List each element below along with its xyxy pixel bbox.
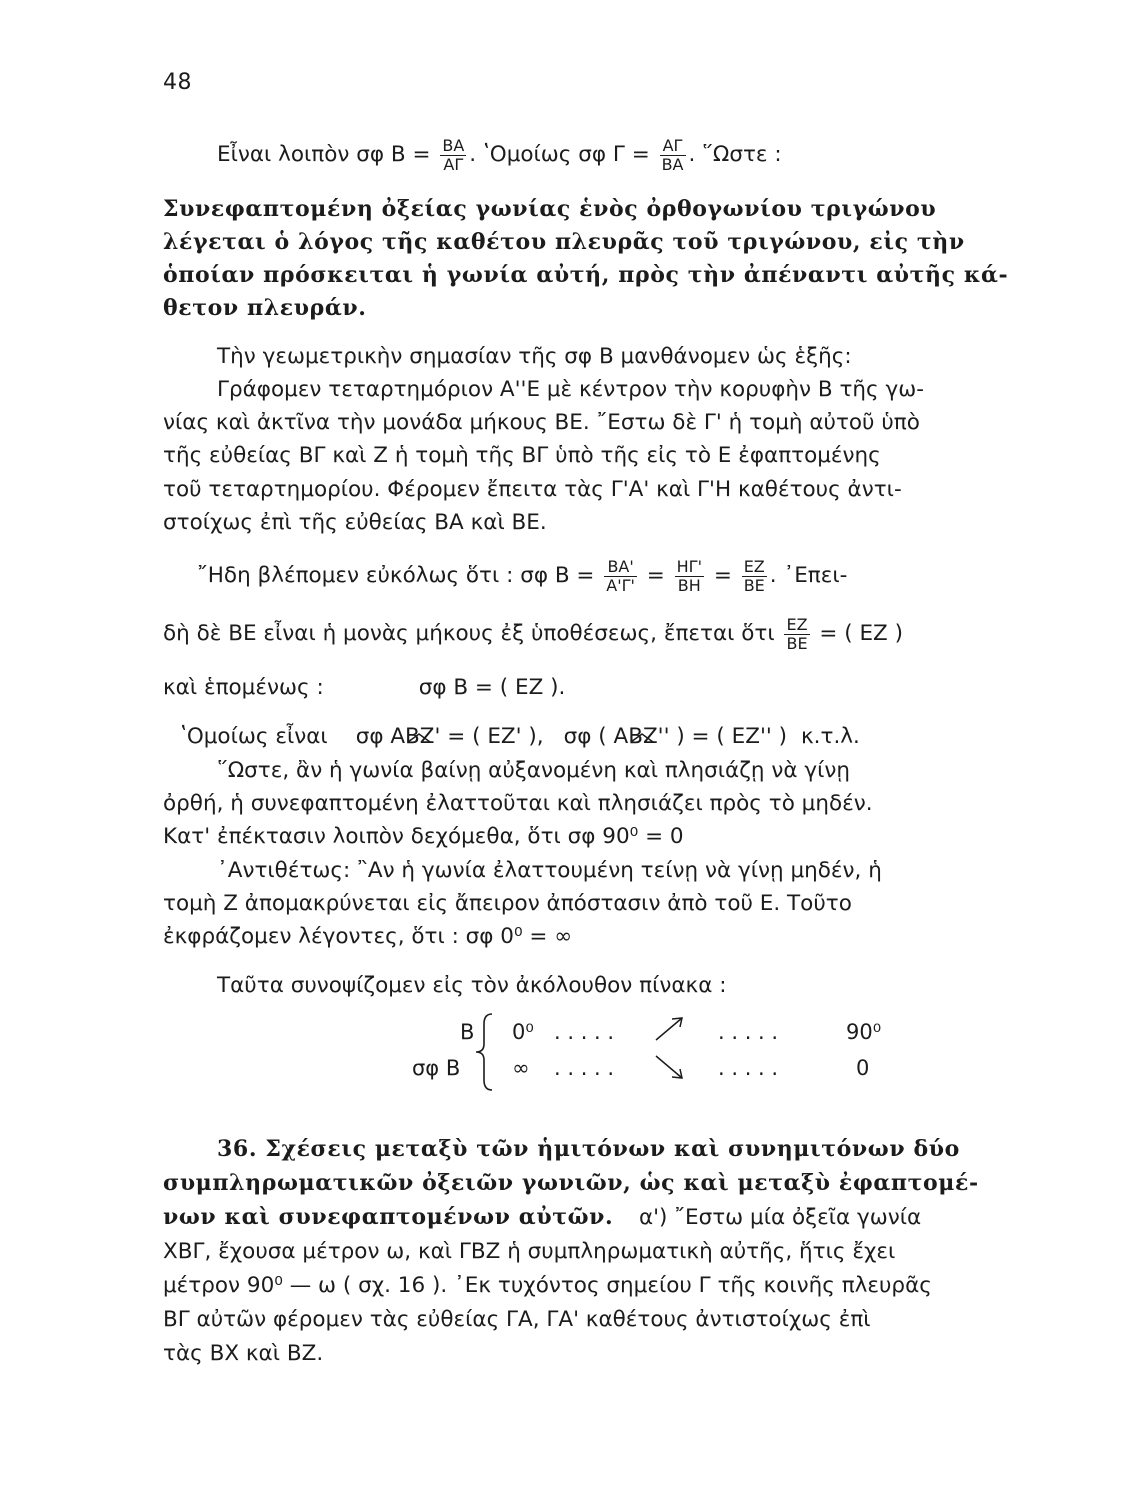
paragraph-line: ΧΒΓ, ἔχουσα μέτρον ω, καὶ ΓΒΖ ἡ συμπληρωματικὴ αὐτῆς, ἥτις ἔχει xyxy=(163,1239,896,1264)
paragraph-line: τομὴ Ζ ἀπομακρύνεται εἰς ἄπειρον ἀπόστασιν ἀπὸ τοῦ Ε. Τοῦτο xyxy=(163,891,852,916)
denominator: ΒΗ xyxy=(675,576,704,595)
equals-sign: = xyxy=(713,563,732,588)
fraction-hg-bh xyxy=(675,558,704,595)
table-value: 0⁰ xyxy=(512,1020,534,1044)
section-title-line: συμπληρωματικῶν ὀξειῶν γωνιῶν, ὡς καὶ μεταξὺ ἐφαπτομέ- xyxy=(163,1170,979,1196)
section-title-line xyxy=(163,1202,1013,1233)
section-number: 36. xyxy=(217,1136,258,1162)
denominator: Α'Γ' xyxy=(606,575,635,595)
denominator: ΒΕ xyxy=(786,633,808,653)
text-segment: δὴ δὲ ΒΕ εἶναι ἡ μονὰς μήκους ἐξ ὑποθέσεως, ἔπεται ὅτι xyxy=(163,621,775,646)
text-segment: κ.τ.λ. xyxy=(801,724,860,749)
fraction-ba-ag xyxy=(604,558,637,595)
fraction-ez-be xyxy=(742,558,767,595)
consequently-line xyxy=(163,673,1013,703)
table-dots: . . . . . xyxy=(718,1020,779,1044)
numerator: ΕΖ xyxy=(786,614,808,634)
denominator: ΑΓ xyxy=(440,155,466,174)
paragraph-line: νίας καὶ ἀκτῖνα τὴν μονάδα μήκους ΒΕ. ῎Εστω δὲ Γ' ἡ τομὴ αὐτοῦ ὑπὸ xyxy=(163,410,920,435)
section-title: νων καὶ συνεφαπτομένων αὐτῶν. xyxy=(163,1204,614,1230)
paragraph-line: ΒΓ αὐτῶν φέρομεν τὰς εὐθείας ΓΑ, ΓΑ' καθέτους ἀντιστοίχως ἐπὶ xyxy=(163,1307,871,1332)
paragraph-line: Κατ' ἐπέκτασιν λοιπὸν δεχόμεθα, ὅτι σφ 90⁰ = 0 xyxy=(163,824,684,849)
paragraph-line: Τὴν γεωμετρικὴν σημασίαν τῆς σφ Β μανθάνομεν ὡς ἑξῆς: xyxy=(217,344,852,369)
text-segment: ΒΖ'' ) = ( ΕΖ'' ) xyxy=(628,724,787,749)
table-dots: . . . . . xyxy=(718,1056,779,1080)
page-number: 48 xyxy=(163,70,192,95)
paragraph-line: ὀρθή, ἡ συνεφαπτομένη ἐλαττοῦται καὶ πλησιάζει πρὸς τὸ μηδέν. xyxy=(163,791,873,816)
paragraph-line: ᾿Αντιθέτως: ῍Αν ἡ γωνία ἐλαττουμένη τείνῃ νὰ γίνῃ μηδέν, ἡ xyxy=(217,858,882,883)
table-label-angle: Β xyxy=(460,1020,475,1044)
numerator: ΕΖ xyxy=(743,556,765,576)
text-segment: Εἶναι λοιπὸν σφ Β = xyxy=(217,142,431,167)
text-segment: καὶ ἑπομένως : xyxy=(163,675,324,700)
text-segment: ΒΖ' = ( ΕΖ' ), xyxy=(405,724,544,749)
arrow-up-icon xyxy=(652,1014,688,1044)
numerator: ΒΑ xyxy=(442,135,465,155)
text-segment: σφ Β = ( ΕΖ ). xyxy=(418,675,566,700)
table-dots: . . . . . xyxy=(554,1056,615,1080)
section-title: Σχέσεις μεταξὺ τῶν ἡμιτόνων καὶ συνημιτόνων δύο xyxy=(265,1136,960,1162)
paragraph-line: στοίχως ἐπὶ τῆς εὐθείας ΒΑ καὶ ΒΕ. xyxy=(163,510,547,535)
paragraph-line: ῞Ωστε, ἂν ἡ γωνία βαίνῃ αὐξανομένη καὶ πλησιάζῃ νὰ γίνῃ xyxy=(217,758,851,783)
paragraph-line: ἐκφράζομεν λέγοντες, ὅτι : σφ 0⁰ = ∞ xyxy=(163,924,573,949)
text-segment: . ῞Ωστε : xyxy=(688,142,782,167)
definition-line: θετον πλευράν. xyxy=(163,295,367,321)
text-segment: σφ Α xyxy=(355,724,406,749)
table-dots: . . . . . xyxy=(554,1020,615,1044)
paragraph-line: τὰς ΒΧ καὶ ΒΖ. xyxy=(163,1341,324,1366)
numerator: ΗΓ' xyxy=(676,556,702,576)
unit-length-line xyxy=(163,614,1013,654)
similarly-line xyxy=(180,722,1020,752)
denominator: ΒΕ xyxy=(743,575,765,595)
fraction-cot-g xyxy=(660,137,686,174)
text-segment: ʽΟμοίως εἶναι xyxy=(180,724,328,749)
text-segment: ῎Ηδη βλέπομεν εὐκόλως ὅτι : σφ Β = xyxy=(197,563,595,588)
paragraph-line: τοῦ τεταρτημορίου. Φέρομεν ἔπειτα τὰς Γ'Α' καὶ Γ'Η καθέτους ἀντι- xyxy=(163,477,902,502)
numerator: ΒΑ' xyxy=(607,556,634,576)
paragraph-line: μέτρον 90⁰ — ω ( σχ. 16 ). ᾿Εκ τυχόντος σημείου Γ τῆς κοινῆς πλευρᾶς xyxy=(163,1273,932,1298)
table-value: ∞ xyxy=(512,1056,530,1080)
text-segment: σφ ( Α xyxy=(563,724,629,749)
text-segment: α') ῎Εστω μία ὀξεῖα γωνία xyxy=(638,1205,922,1230)
paragraph-line: τῆς εὐθείας ΒΓ καὶ Ζ ἡ τομὴ τῆς ΒΓ ὑπὸ τῆς εἰς τὸ Ε ἐφαπτομένης xyxy=(163,443,881,468)
text-segment: . ᾿Επει- xyxy=(769,563,848,588)
section-heading xyxy=(217,1134,1017,1164)
text-segment: . ʽΟμοίως σφ Γ = xyxy=(469,142,650,167)
definition-line: λέγεται ὁ λόγος τῆς καθέτου πλευρᾶς τοῦ τριγώνου, εἰς τὴν xyxy=(163,229,965,255)
definition-line: ὁποίαν πρόσκειται ἡ γωνία αὐτή, πρὸς τὴν ἀπέναντι αὐτῆς κά- xyxy=(163,262,1009,288)
text-segment: = ( ΕΖ ) xyxy=(819,621,904,646)
cotangent-ratio-line xyxy=(217,135,1013,175)
fraction-ez-be xyxy=(784,616,809,653)
numerator: ΑΓ xyxy=(662,135,683,155)
table-label-cot: σφ Β xyxy=(412,1056,461,1080)
arrow-down-icon xyxy=(652,1052,688,1082)
table-value: 0 xyxy=(856,1056,870,1080)
equals-sign: = xyxy=(646,563,665,588)
table-value: 90⁰ xyxy=(846,1020,882,1044)
cotangent-equality-line xyxy=(197,556,1017,596)
paragraph-line: Ταῦτα συνοψίζομεν εἰς τὸν ἀκόλουθον πίνακα : xyxy=(217,973,727,998)
fraction-cot-b xyxy=(440,137,466,174)
paragraph-line: Γράφομεν τεταρτημόριον Α''Ε μὲ κέντρον τὴν κορυφὴν Β τῆς γω- xyxy=(217,377,924,402)
denominator: ΒΑ xyxy=(661,154,684,174)
definition-line: Συνεφαπτομένη ὀξείας γωνίας ἑνὸς ὀρθογωνίου τριγώνου xyxy=(163,196,937,222)
brace-icon xyxy=(470,1010,500,1094)
